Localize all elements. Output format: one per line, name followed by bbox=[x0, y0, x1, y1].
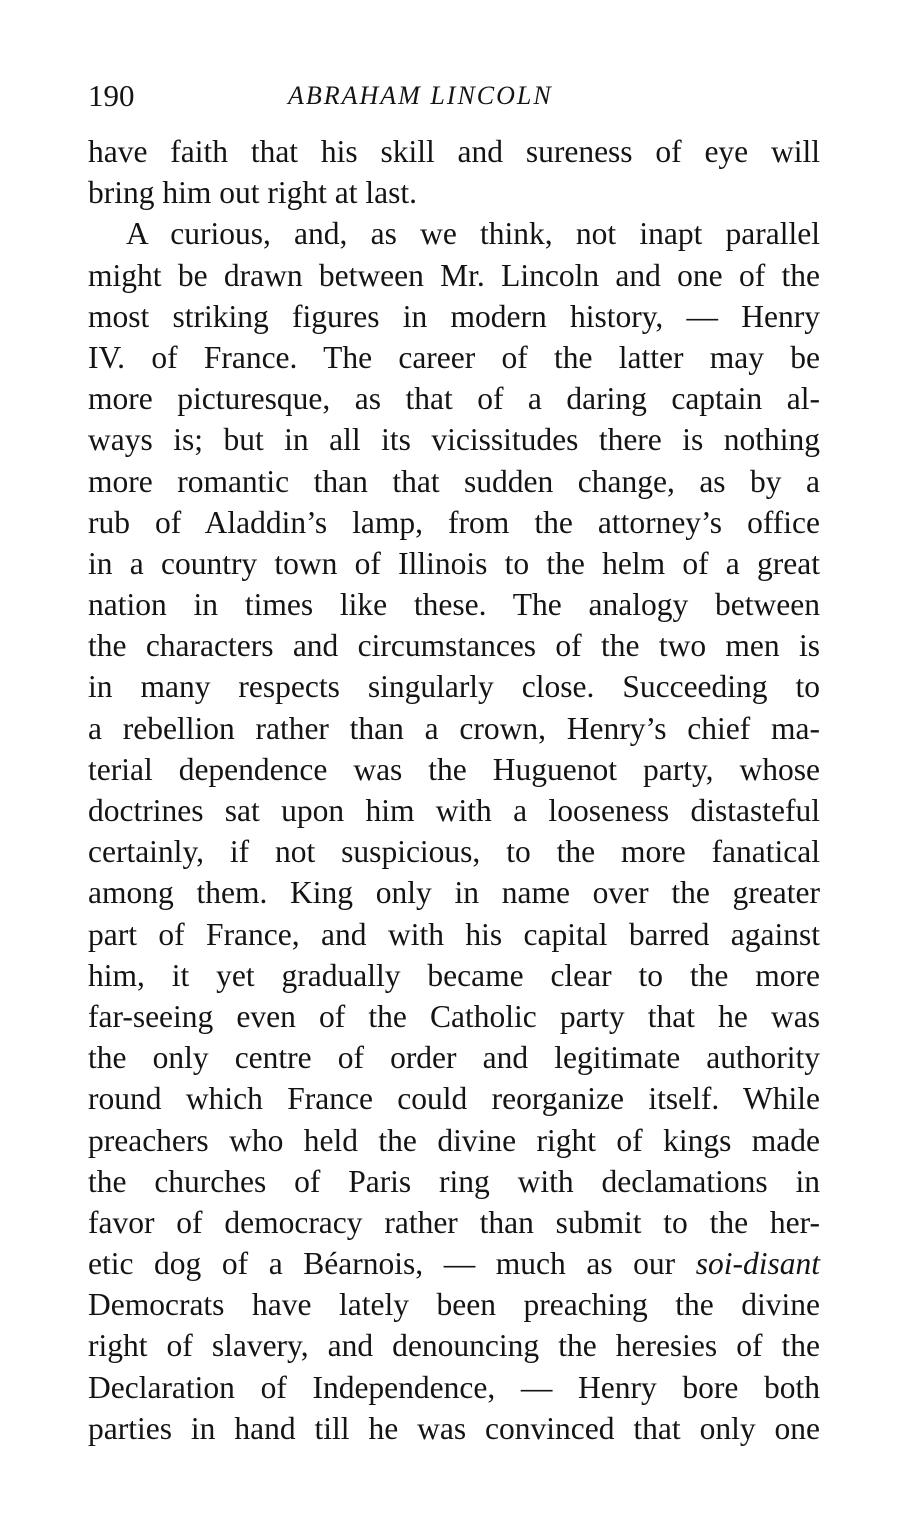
text-line: certainly, if not suspicious, to the more fanatical bbox=[88, 834, 820, 870]
text-line: IV. of France. The career of the latter may be bbox=[88, 339, 820, 375]
text-line: have faith that his skill and sureness of eye will bbox=[88, 134, 820, 169]
text-line: nation in times like these. The analogy between bbox=[88, 587, 820, 623]
text-line: the only centre of order and legitimate authority bbox=[88, 1040, 820, 1076]
text-line: rub of Aladdin’s lamp, from the attorney’s office bbox=[88, 504, 820, 540]
text-line: among them. King only in name over the greater bbox=[88, 875, 820, 911]
text-line: ways is; but in all its vicissitudes there is nothing bbox=[88, 422, 820, 458]
text-line: part of France, and with his capital barred against bbox=[88, 916, 820, 952]
text-line bbox=[88, 1243, 820, 1284]
italic-phrase: soi-disant bbox=[695, 1246, 821, 1282]
text-line: more picturesque, as that of a daring captain al- bbox=[88, 381, 820, 417]
text-line-segment: etic dog of a Béarnois, — much as our bbox=[88, 1246, 676, 1282]
text-line: favor of democracy rather than submit to the her- bbox=[88, 1204, 820, 1240]
text-line: a rebellion rather than a crown, Henry’s chief ma- bbox=[88, 710, 820, 746]
text-line: bring him out right at last. bbox=[88, 175, 417, 211]
text-line: in many respects singularly close. Succeeding to bbox=[88, 669, 820, 705]
text-line: Declaration of Independence, — Henry bore both bbox=[88, 1369, 820, 1405]
text-line: right of slavery, and denouncing the heresies of the bbox=[88, 1328, 820, 1364]
text-line: him, it yet gradually became clear to the more bbox=[88, 957, 820, 993]
page-number: 190 bbox=[88, 78, 135, 113]
text-line: parties in hand till he was convinced that only one bbox=[88, 1410, 820, 1446]
text-line: far-seeing even of the Catholic party that he was bbox=[88, 998, 820, 1034]
text-line: more romantic than that sudden change, as by a bbox=[88, 463, 820, 499]
page-header bbox=[88, 76, 828, 120]
text-line: might be drawn between Mr. Lincoln and one of the bbox=[88, 257, 820, 293]
text-line: the characters and circumstances of the two men is bbox=[88, 628, 820, 664]
text-line: preachers who held the divine right of kings made bbox=[88, 1122, 820, 1158]
body-text bbox=[88, 131, 820, 1449]
text-line: terial dependence was the Huguenot party, whose bbox=[88, 751, 820, 787]
running-head: ABRAHAM LINCOLN bbox=[288, 81, 553, 110]
text-line: Democrats have lately been preaching the divine bbox=[88, 1287, 820, 1323]
text-line: in a country town of Illinois to the helm of a great bbox=[88, 545, 820, 581]
text-line: most striking figures in modern history, — Henry bbox=[88, 298, 820, 334]
text-line: round which France could reorganize itself. While bbox=[88, 1081, 820, 1117]
text-line: A curious, and, as we think, not inapt parallel bbox=[126, 216, 820, 252]
text-line: the churches of Paris ring with declamations in bbox=[88, 1163, 820, 1199]
text-line: doctrines sat upon him with a looseness distasteful bbox=[88, 793, 820, 828]
